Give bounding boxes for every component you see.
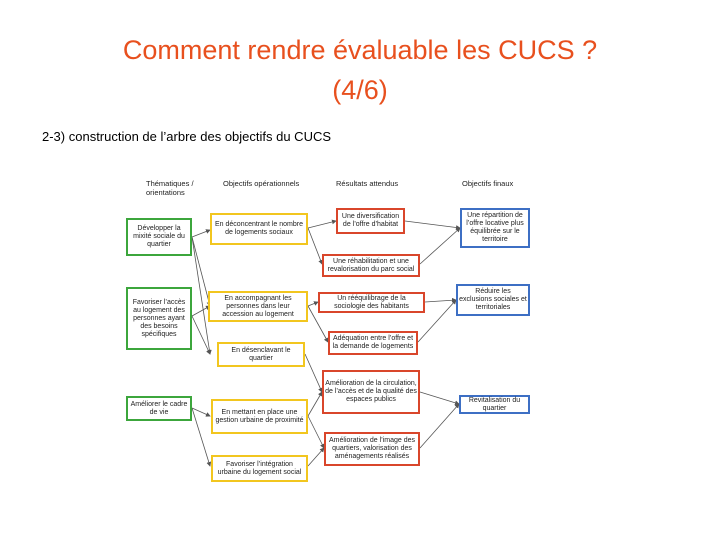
operationnel-box-integration: Favoriser l’intégration urbaine du logement social — [211, 455, 308, 482]
connector — [305, 354, 322, 392]
connector — [420, 404, 459, 448]
thematique-box-acces-logement: Favoriser l’accès au logement des personnes ayant des besoins spécifiques — [126, 287, 192, 350]
resultat-box-diversification: Une diversification de l’offre d’habitat — [336, 208, 405, 234]
header-operationnels: Objectifs opérationnels — [223, 179, 300, 188]
connector — [308, 448, 324, 466]
title-line-1: Comment rendre évaluable les CUCS ? — [122, 35, 598, 65]
final-box-revitalisation: Revitalisation du quartier — [459, 395, 530, 414]
operationnel-box-deconcentrant: En déconcentrant le nombre de logements sociaux — [210, 213, 308, 245]
connector — [192, 408, 210, 416]
slide-subtitle: 2-3) construction de l’arbre des objectifs du CUCS — [42, 129, 332, 144]
resultat-box-circulation: Amélioration de la circulation, de l’accès et de la qualité des espaces publics — [322, 370, 420, 414]
resultat-box-rehabilitation: Une réhabilitation et une revalorisation du parc social — [322, 254, 420, 277]
thematique-box-mixite: Développer la mixité sociale du quartier — [126, 218, 192, 256]
connector — [192, 408, 210, 466]
connector — [192, 230, 210, 237]
connector — [308, 392, 322, 416]
title-line-2: (4/6) — [332, 75, 388, 105]
header-thematiques: Thématiques / orientations — [146, 179, 194, 197]
connector — [308, 302, 318, 306]
connector — [405, 221, 460, 228]
connector — [308, 221, 336, 228]
final-box-exclusions: Réduire les exclusions sociales et territoriales — [456, 284, 530, 316]
resultat-box-reequilibrage: Un rééquilibrage de la sociologie des habitants — [318, 292, 425, 313]
header-resultats: Résultats attendus — [336, 179, 399, 188]
thematique-box-cadre-vie: Améliorer le cadre de vie — [126, 396, 192, 421]
header-finaux: Objectifs finaux — [462, 179, 514, 188]
connector — [420, 392, 459, 404]
final-box-repartition: Une répartition de l’offre locative plus équilibrée sur le territoire — [460, 208, 530, 248]
connector — [425, 300, 456, 302]
connector — [420, 228, 460, 264]
connector — [308, 228, 322, 264]
resultat-box-adequation: Adéquation entre l’offre et la demande de logements — [328, 331, 418, 355]
resultat-box-image-quartiers: Amélioration de l’image des quartiers, valorisation des aménagements réalisés — [324, 432, 420, 466]
operationnel-box-desenclavant: En désenclavant le quartier — [217, 342, 305, 367]
operationnel-box-accompagnant: En accompagnant les personnes dans leur accession au logement — [208, 291, 308, 322]
operationnel-box-gestion-urbaine: En mettant en place une gestion urbaine de proximité — [211, 399, 308, 434]
connector — [308, 416, 324, 448]
